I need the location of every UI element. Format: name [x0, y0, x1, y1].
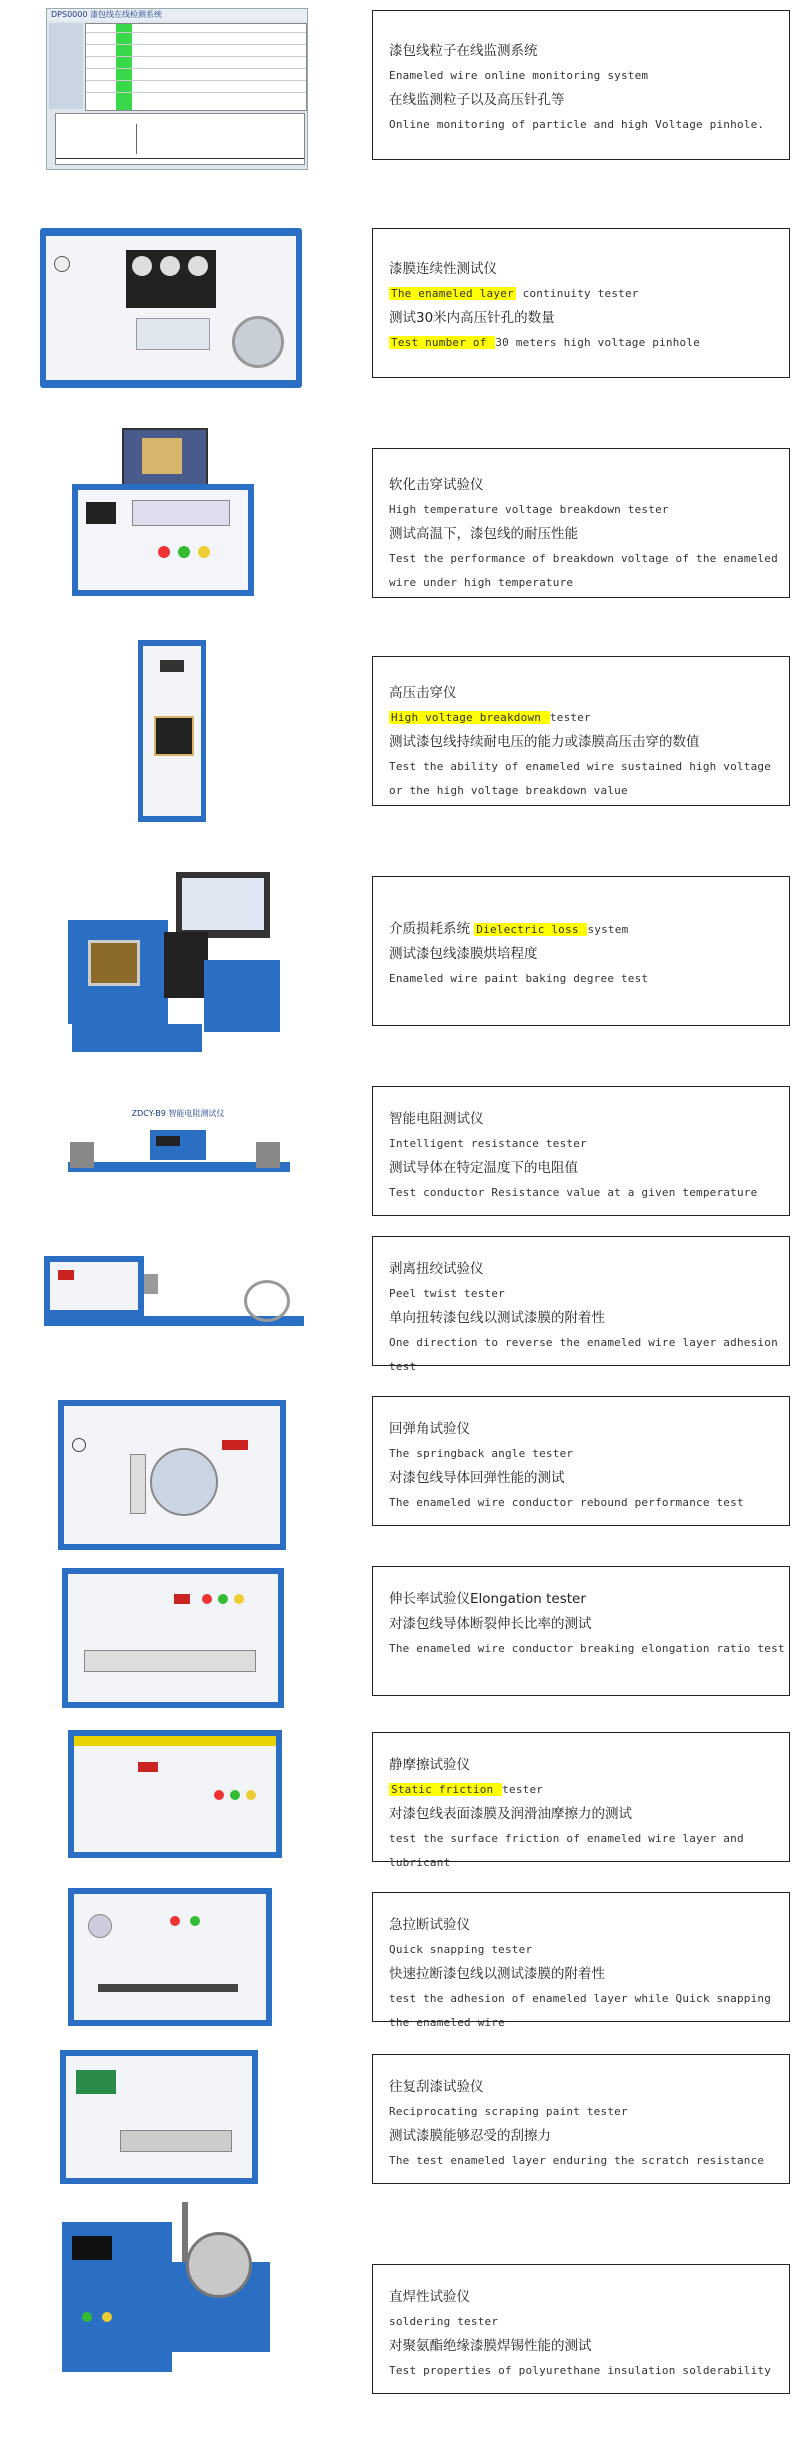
high-voltage-breakdown-tester-photo — [138, 640, 206, 822]
soldering-tester-photo — [62, 2202, 274, 2372]
product-english-name: Enameled wire online monitoring system — [389, 69, 649, 82]
product-english-name: Quick snapping tester — [389, 1943, 533, 1956]
english-name-rest: tester — [502, 1783, 544, 1796]
product-card-reciprocating-scraping — [372, 2054, 790, 2184]
description-rest: 30 meters high voltage pinhole — [495, 336, 701, 349]
highlighted-text: Static friction — [391, 1783, 501, 1796]
product-description-en: Test properties of polyurethane insulation solderability — [389, 2364, 772, 2377]
product-title: 急拉断试验仪 — [389, 1917, 470, 1933]
product-card-static-friction — [372, 1732, 790, 1869]
product-title — [389, 917, 789, 942]
product-card-soldering — [372, 2264, 790, 2394]
peel-twist-tester-photo — [44, 1256, 304, 1336]
product-card-softening-breakdown — [372, 448, 790, 598]
product-title: 静摩擦试验仪 — [389, 1757, 470, 1773]
quick-snapping-tester-photo — [68, 1888, 272, 2026]
product-description-en: The enameled wire conductor rebound performance test — [389, 1496, 744, 1509]
highlighted-text: The enameled layer — [391, 287, 514, 300]
product-card-dielectric-loss — [372, 876, 790, 1026]
product-description-cn: 测试30米内高压针孔的数量 — [389, 310, 555, 326]
product-description-en: One direction to reverse the enameled wire layer adhesion test — [389, 1336, 778, 1373]
product-description-cn: 在线监测粒子以及高压针孔等 — [389, 92, 565, 108]
product-description-cn: 对漆包线导体断裂伸长比率的测试 — [389, 1616, 592, 1632]
product-description-cn: 对漆包线导体回弹性能的测试 — [389, 1470, 565, 1486]
product-english-name: soldering tester — [389, 2315, 499, 2328]
product-description-en: test the adhesion of enameled layer while Quick snapping the enameled wire — [389, 1992, 772, 2029]
product-description-en: Online monitoring of particle and high Voltage pinhole. — [389, 118, 765, 131]
product-description-en: Test the performance of breakdown voltage of the enameled wire under high temperature — [389, 552, 778, 589]
product-description-cn: 测试漆包线漆膜烘培程度 — [389, 946, 538, 962]
product-card-high-voltage-breakdown — [372, 656, 790, 806]
screen-title: DPS0000 漆包线在线检测系统 — [47, 9, 307, 21]
product-title: 伸长率试验仪Elongation tester — [389, 1591, 586, 1607]
product-english-name: The springback angle tester — [389, 1447, 574, 1460]
product-title: 智能电阻测试仪 — [389, 1111, 484, 1127]
title-en-part: system — [587, 923, 629, 936]
product-description-en: Test conductor Resistance value at a given temperature — [389, 1186, 758, 1199]
english-name-rest: continuity tester — [515, 287, 639, 300]
product-description-cn: 单向扭转漆包线以测试漆膜的附着性 — [389, 1310, 605, 1326]
product-english-name: High temperature voltage breakdown tester — [389, 503, 669, 516]
product-description-en: Enameled wire paint baking degree test — [389, 972, 649, 985]
product-english-name: Intelligent resistance tester — [389, 1137, 587, 1150]
product-description-en — [389, 331, 789, 355]
static-friction-tester-photo — [68, 1730, 282, 1858]
product-description-cn: 测试导体在特定温度下的电阻值 — [389, 1160, 578, 1176]
highlighted-text: Dielectric loss — [476, 923, 586, 936]
english-name-rest: tester — [549, 711, 591, 724]
photo-caption: ZDCY-B9 智能电阻测试仪 — [131, 1109, 225, 1118]
product-description-cn: 测试漆膜能够忍受的刮擦力 — [389, 2128, 551, 2144]
title-cn-part: 介质损耗系统 — [389, 921, 475, 937]
product-title: 剥离扭绞试验仪 — [389, 1261, 484, 1277]
product-english-name — [389, 1778, 789, 1802]
product-title: 直焊性试验仪 — [389, 2289, 470, 2305]
product-description-cn: 对漆包线表面漆膜及润滑油摩擦力的测试 — [389, 1806, 632, 1822]
highlighted-text: Test number of — [391, 336, 494, 349]
product-description-en: The test enameled layer enduring the scratch resistance — [389, 2154, 765, 2167]
product-title: 漆膜连续性测试仪 — [389, 261, 497, 277]
product-english-name: Peel twist tester — [389, 1287, 505, 1300]
product-title: 高压击穿仪 — [389, 685, 457, 701]
product-description-en: Test the ability of enameled wire sustained high voltage or the high voltage breakdown value — [389, 760, 772, 797]
highlighted-text: High voltage breakdown — [391, 711, 548, 724]
product-card-elongation — [372, 1566, 790, 1696]
product-description-en: test the surface friction of enameled wire layer and lubricant — [389, 1832, 744, 1869]
product-card-monitoring-system — [372, 10, 790, 160]
reciprocating-scraping-tester-photo — [60, 2050, 258, 2184]
product-title: 软化击穿试验仪 — [389, 477, 484, 493]
product-card-continuity-tester — [372, 228, 790, 378]
product-english-name — [389, 706, 789, 730]
product-description-en: The enameled wire conductor breaking elongation ratio test — [389, 1642, 785, 1655]
product-description-cn: 测试漆包线持续耐电压的能力或漆膜高压击穿的数值 — [389, 734, 700, 750]
product-english-name: Reciprocating scraping paint tester — [389, 2105, 628, 2118]
resistance-tester-photo — [60, 1108, 296, 1192]
product-card-peel-twist — [372, 1236, 790, 1373]
continuity-tester-photo — [40, 228, 302, 388]
softening-breakdown-tester-photo — [72, 428, 254, 596]
dielectric-loss-system-photo — [64, 872, 284, 1056]
product-card-quick-snapping — [372, 1892, 790, 2029]
product-card-springback-angle — [372, 1396, 790, 1526]
product-description-cn: 对聚氨酯绝缘漆膜焊锡性能的测试 — [389, 2338, 592, 2354]
product-english-name — [389, 282, 789, 306]
monitoring-system-screenshot — [46, 8, 308, 170]
product-card-resistance-tester — [372, 1086, 790, 1216]
elongation-tester-photo — [62, 1568, 284, 1708]
springback-angle-tester-photo — [58, 1400, 286, 1550]
product-title: 回弹角试验仪 — [389, 1421, 470, 1437]
product-description-cn: 快速拉断漆包线以测试漆膜的附着性 — [389, 1966, 605, 1982]
product-title: 漆包线粒子在线监测系统 — [389, 43, 538, 59]
product-title: 往复刮漆试验仪 — [389, 2079, 484, 2095]
product-description-cn: 测试高温下，漆包线的耐压性能 — [389, 526, 578, 542]
